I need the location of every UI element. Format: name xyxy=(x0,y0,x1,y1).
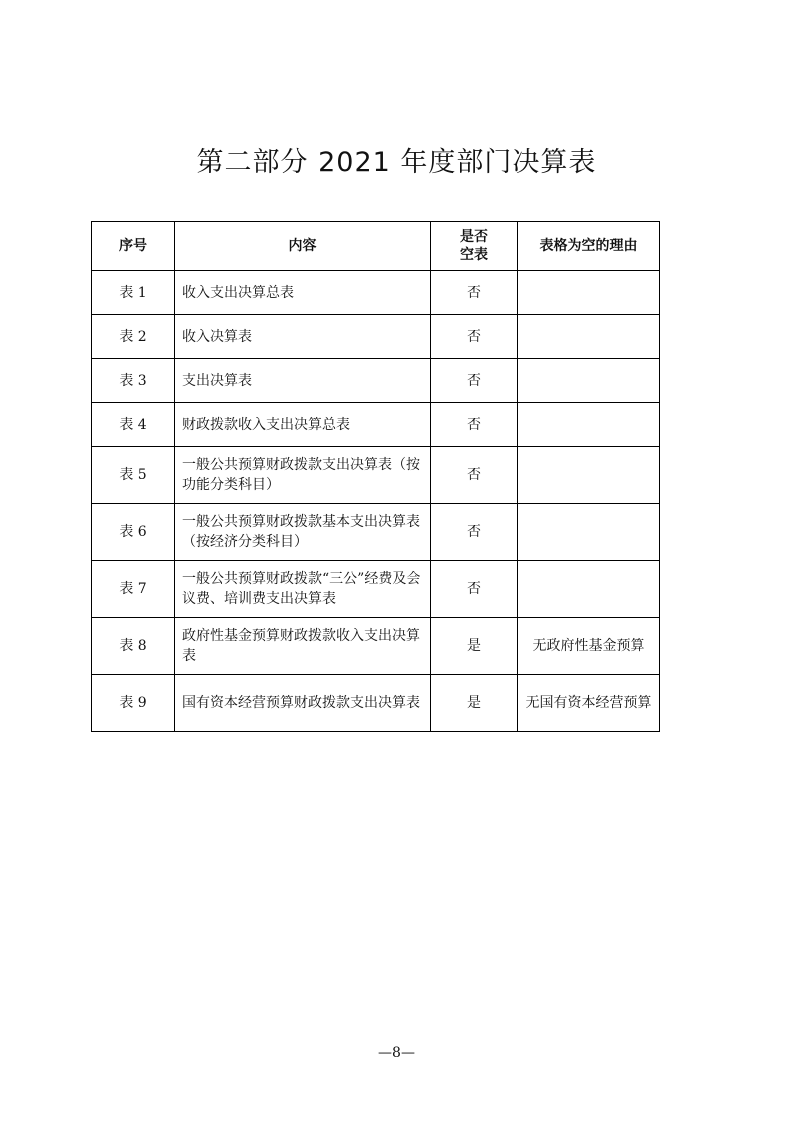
row-empty: 否 xyxy=(431,403,518,447)
row-content: 收入支出决算总表 xyxy=(175,271,431,315)
row-empty: 是 xyxy=(431,618,518,675)
row-no: 表 8 xyxy=(92,618,175,675)
row-reason: 无国有资本经营预算 xyxy=(518,675,660,732)
row-content: 财政拨款收入支出决算总表 xyxy=(175,403,431,447)
row-empty: 否 xyxy=(431,271,518,315)
row-no: 表 4 xyxy=(92,403,175,447)
header-content: 内容 xyxy=(175,222,431,271)
table-row xyxy=(92,618,660,675)
table-header-row xyxy=(92,222,660,271)
table-row xyxy=(92,504,660,561)
table-row xyxy=(92,447,660,504)
row-no: 表 2 xyxy=(92,315,175,359)
row-empty: 否 xyxy=(431,561,518,618)
row-reason xyxy=(518,403,660,447)
page-number: —8— xyxy=(378,1045,415,1061)
page-title: 第二部分 2021 年度部门决算表 xyxy=(196,147,597,178)
row-content: 收入决算表 xyxy=(175,315,431,359)
row-reason: 无政府性基金预算 xyxy=(518,618,660,675)
table-row xyxy=(92,315,660,359)
row-empty: 否 xyxy=(431,359,518,403)
row-no: 表 6 xyxy=(92,504,175,561)
row-empty: 否 xyxy=(431,315,518,359)
row-empty: 否 xyxy=(431,504,518,561)
table-row xyxy=(92,561,660,618)
row-content: 政府性基金预算财政拨款收入支出决算表 xyxy=(175,618,431,675)
row-empty: 否 xyxy=(431,447,518,504)
row-content: 一般公共预算财政拨款支出决算表（按功能分类科目） xyxy=(175,447,431,504)
row-reason xyxy=(518,561,660,618)
row-reason xyxy=(518,359,660,403)
row-content: 一般公共预算财政拨款基本支出决算表 （按经济分类科目） xyxy=(175,504,431,561)
row-no: 表 9 xyxy=(92,675,175,732)
header-no: 序号 xyxy=(92,222,175,271)
row-reason xyxy=(518,271,660,315)
row-no: 表 5 xyxy=(92,447,175,504)
row-no: 表 7 xyxy=(92,561,175,618)
row-reason xyxy=(518,447,660,504)
header-reason: 表格为空的理由 xyxy=(518,222,660,271)
budget-tables-index xyxy=(91,221,660,732)
table-row xyxy=(92,359,660,403)
row-no: 表 3 xyxy=(92,359,175,403)
row-no: 表 1 xyxy=(92,271,175,315)
row-content: 一般公共预算财政拨款“三公”经费及会议费、培训费支出决算表 xyxy=(175,561,431,618)
row-empty: 是 xyxy=(431,675,518,732)
row-reason xyxy=(518,315,660,359)
row-content: 支出决算表 xyxy=(175,359,431,403)
table-row xyxy=(92,675,660,732)
table-row xyxy=(92,271,660,315)
row-reason xyxy=(518,504,660,561)
row-content: 国有资本经营预算财政拨款支出决算表 xyxy=(175,675,431,732)
header-empty: 是否 空表 xyxy=(431,222,518,271)
table-row xyxy=(92,403,660,447)
